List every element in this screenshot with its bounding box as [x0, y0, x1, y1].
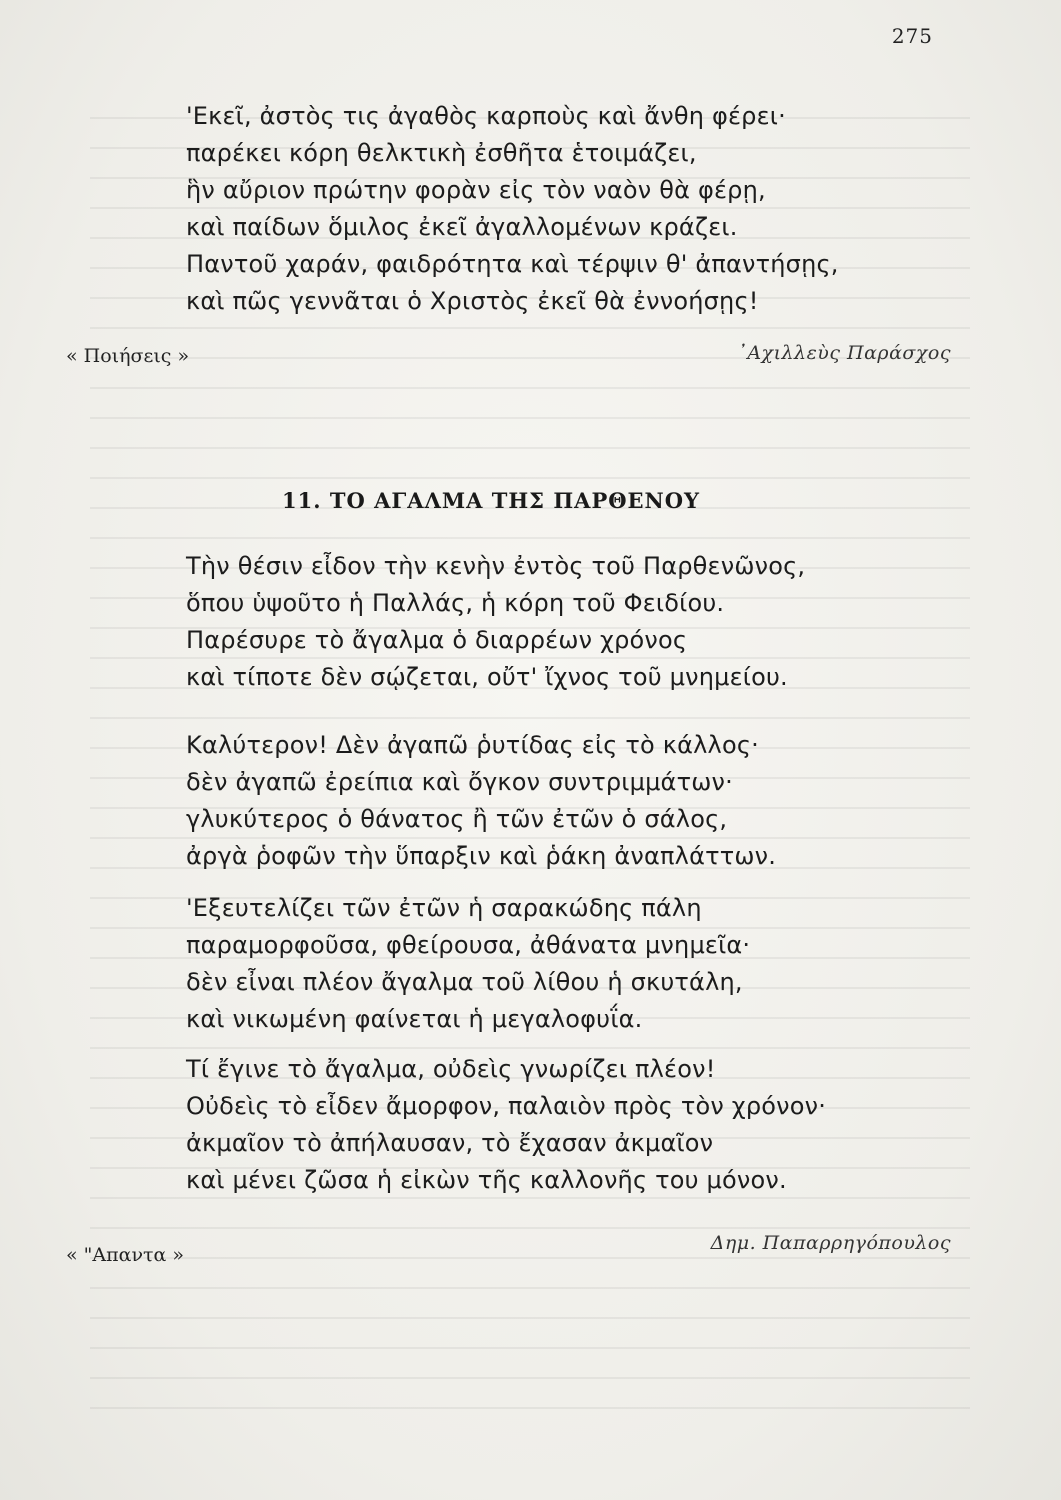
- poem2-stanza-4: [186, 1051, 826, 1199]
- verse-line: Καλύτερον! Δὲν ἀγαπῶ ῥυτίδας εἰς τὸ κάλλος·: [186, 731, 759, 759]
- verse-line: ὅπου ὑψοῦτο ἡ Παλλάς, ἡ κόρη τοῦ Φειδίου.: [186, 589, 725, 617]
- verse-line: Τί ἔγινε τὸ ἄγαλμα, οὐδεὶς γνωρίζει πλέον!: [186, 1055, 716, 1083]
- verse-line: Παντοῦ χαράν, φαιδρότητα καὶ τέρψιν θ' ἀπαντήσῃς,: [186, 250, 839, 278]
- verse-line: Τὴν θέσιν εἶδον τὴν κενὴν ἐντὸς τοῦ Παρθενῶνος,: [186, 552, 806, 580]
- poem2-stanza-3: [186, 890, 750, 1038]
- page-number: 275: [891, 24, 933, 48]
- verse-line: παραμορφοῦσα, φθείρουσα, ἀθάνατα μνημεῖα·: [186, 931, 751, 959]
- verse-line: γλυκύτερος ὁ θάνατος ἢ τῶν ἐτῶν ὁ σάλος,: [186, 805, 728, 833]
- poem2-author: Δημ. Παπαρρηγόπουλος: [710, 1232, 951, 1254]
- verse-line: ἀργὰ ῥοφῶν τὴν ὕπαρξιν καὶ ῥάκη ἀναπλάττων.: [186, 842, 777, 870]
- poem1-stanza: [186, 98, 839, 320]
- poem2-stanza-2: [186, 727, 776, 875]
- verse-line: καὶ τίποτε δὲν σῴζεται, οὔτ' ἴχνος τοῦ μνημείου.: [186, 663, 788, 691]
- poem2-stanza-1: [186, 548, 805, 696]
- poem1-source: « Ποιήσεις »: [66, 345, 190, 367]
- verse-line: 'Εκεῖ, ἀστὸς τις ἀγαθὸς καρποὺς καὶ ἄνθη φέρει·: [186, 102, 786, 130]
- verse-line: Παρέσυρε τὸ ἄγαλμα ὁ διαρρέων χρόνος: [186, 626, 688, 654]
- poem2-source: « "Απαντα »: [66, 1244, 184, 1266]
- verse-line: καὶ νικωμένη φαίνεται ἡ μεγαλοφυΐα.: [186, 1005, 643, 1033]
- verse-line: καὶ παίδων ὅμιλος ἐκεῖ ἀγαλλομένων κράζει.: [186, 213, 738, 241]
- verse-line: καὶ μένει ζῶσα ἡ εἰκὼν τῆς καλλονῆς του μόνον.: [186, 1166, 787, 1194]
- verse-line: καὶ πῶς γεννᾶται ὁ Χριστὸς ἐκεῖ θὰ ἐννοήσῃς!: [186, 287, 759, 315]
- poem2-title: 11. ΤΟ ΑΓΑΛΜΑ ΤΗΣ ΠΑΡΘΕΝΟΥ: [282, 488, 701, 513]
- verse-line: δὲν εἶναι πλέον ἄγαλμα τοῦ λίθου ἡ σκυτάλη,: [186, 968, 743, 996]
- verse-line: ἣν αὔριον πρώτην φορὰν εἰς τὸν ναὸν θὰ φέρῃ,: [186, 176, 766, 204]
- verse-line: ἀκμαῖον τὸ ἀπήλαυσαν, τὸ ἔχασαν ἀκμαῖον: [186, 1129, 714, 1157]
- verse-line: Οὐδεὶς τὸ εἶδεν ἄμορφον, παλαιὸν πρὸς τὸν χρόνον·: [186, 1092, 827, 1120]
- poem1-author: ᾿Αχιλλεὺς Παράσχος: [737, 342, 951, 364]
- verse-line: παρέκει κόρη θελκτικὴ ἐσθῆτα ἑτοιμάζει,: [186, 139, 697, 167]
- verse-line: δὲν ἀγαπῶ ἐρείπια καὶ ὄγκον συντριμμάτων·: [186, 768, 733, 796]
- verse-line: 'Εξευτελίζει τῶν ἐτῶν ἡ σαρακώδης πάλη: [186, 894, 702, 922]
